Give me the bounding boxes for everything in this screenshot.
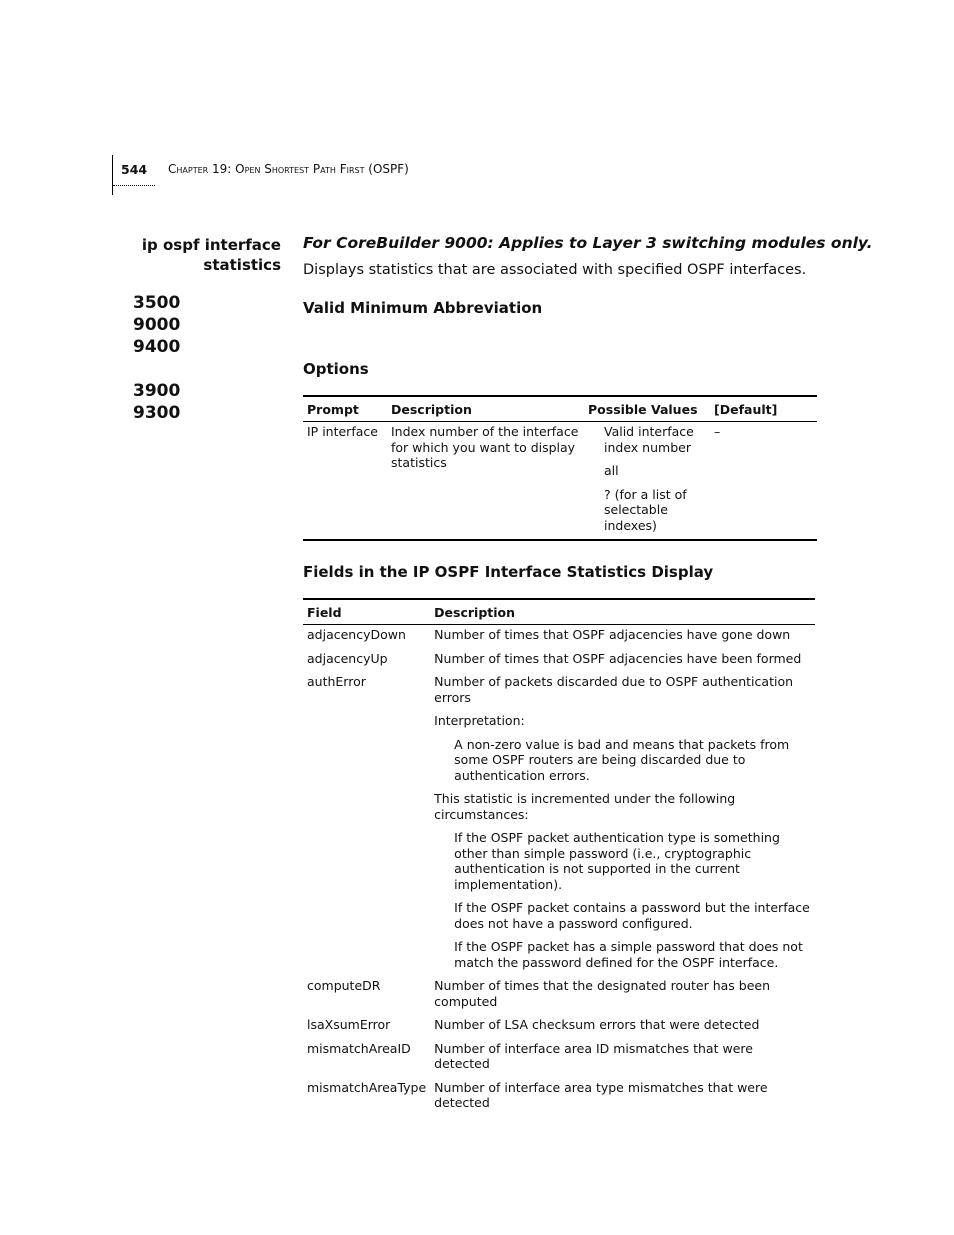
platform-label: 9300 [133, 403, 181, 423]
column-header: Prompt [303, 396, 387, 422]
prompt-cell: IP interface [307, 424, 378, 439]
possible-values-cell [584, 422, 710, 541]
applies-note: For CoreBuilder 9000: Applies to Layer 3 switching modules only. [303, 234, 873, 252]
default-cell: – [714, 424, 721, 439]
page-number: 544 [121, 162, 148, 177]
field-description: Number of interface area type mismatches that were detected [434, 1079, 768, 1110]
command-name-line2: statistics [203, 256, 281, 274]
circumstance-item: If the OSPF packet contains a password but the interface does not have a password configured. [454, 900, 810, 931]
field-cell: computeDR [307, 978, 381, 993]
options-heading: Options [303, 360, 369, 378]
fields-heading: Fields in the IP OSPF Interface Statistics Display [303, 563, 714, 581]
description-cell: Index number of the interface for which you want to display statistics [391, 424, 579, 470]
chapter-title: Chapter 19: Open Shortest Path First (OSPF) [168, 162, 409, 176]
fields-table [303, 598, 815, 1117]
field-cell: lsaXsumError [307, 1017, 391, 1032]
possible-value: Valid interface index number [604, 424, 694, 455]
platform-label: 3500 [133, 293, 181, 313]
field-cell: mismatchAreaType [307, 1079, 427, 1095]
field-description: Number of LSA checksum errors that were detected [434, 1017, 760, 1032]
command-name [142, 235, 281, 275]
table-header-row [303, 599, 815, 625]
column-header: Field [303, 599, 430, 625]
interpretation-text: A non-zero value is bad and means that packets from some OSPF routers are being discarded due to authentication errors. [454, 736, 790, 783]
possible-value: all [604, 463, 619, 478]
table-row [303, 672, 815, 976]
possible-value: ? (for a list of selectable indexes) [604, 486, 687, 533]
interpretation-label: Interpretation: [434, 713, 525, 728]
table-row [303, 649, 815, 673]
column-header: [Default] [710, 396, 817, 422]
field-description: Number of interface area ID mismatches that were detected [434, 1040, 753, 1071]
table-row [303, 1078, 815, 1117]
circumstance-item: If the OSPF packet authentication type is something other than simple password (i.e., cryptographic authentication is not supported in the current implementation). [454, 830, 780, 892]
table-row [303, 625, 815, 649]
valid-min-abbrev-heading: Valid Minimum Abbreviation [303, 299, 543, 317]
field-description: Number of times that OSPF adjacencies have gone down [434, 627, 791, 642]
field-cell: adjacencyDown [307, 627, 406, 642]
circumstances-label: This statistic is incremented under the following circumstances: [434, 791, 736, 822]
circumstance-item: If the OSPF packet has a simple password that does not match the password defined for the OSPF interface. [454, 939, 803, 970]
command-name-line1: ip ospf interface [141, 236, 281, 254]
platform-label: 9400 [133, 337, 181, 357]
field-description: Number of times that the designated router has been computed [434, 978, 771, 1009]
table-row [303, 976, 815, 1015]
platform-list-primary [133, 292, 180, 358]
field-description: Number of packets discarded due to OSPF authentication errors [434, 674, 794, 705]
column-header: Description [387, 396, 584, 422]
header-dotted-rule [113, 185, 155, 190]
platform-list-secondary [133, 380, 180, 424]
field-cell: mismatchAreaID [307, 1040, 411, 1056]
field-description: Number of times that OSPF adjacencies have been formed [434, 650, 802, 666]
table-row [303, 1039, 815, 1078]
platform-label: 9000 [133, 315, 181, 335]
field-cell: adjacencyUp [307, 650, 388, 666]
table-row [303, 422, 817, 541]
column-header: Description [430, 599, 815, 625]
platform-label: 3900 [133, 381, 181, 401]
command-description: Displays statistics that are associated with specified OSPF interfaces. [303, 262, 807, 278]
table-header-row [303, 396, 817, 422]
field-description-block [430, 672, 815, 976]
field-cell: authError [307, 674, 366, 689]
column-header: Possible Values [584, 396, 710, 422]
options-table [303, 395, 817, 541]
table-row [303, 1015, 815, 1039]
